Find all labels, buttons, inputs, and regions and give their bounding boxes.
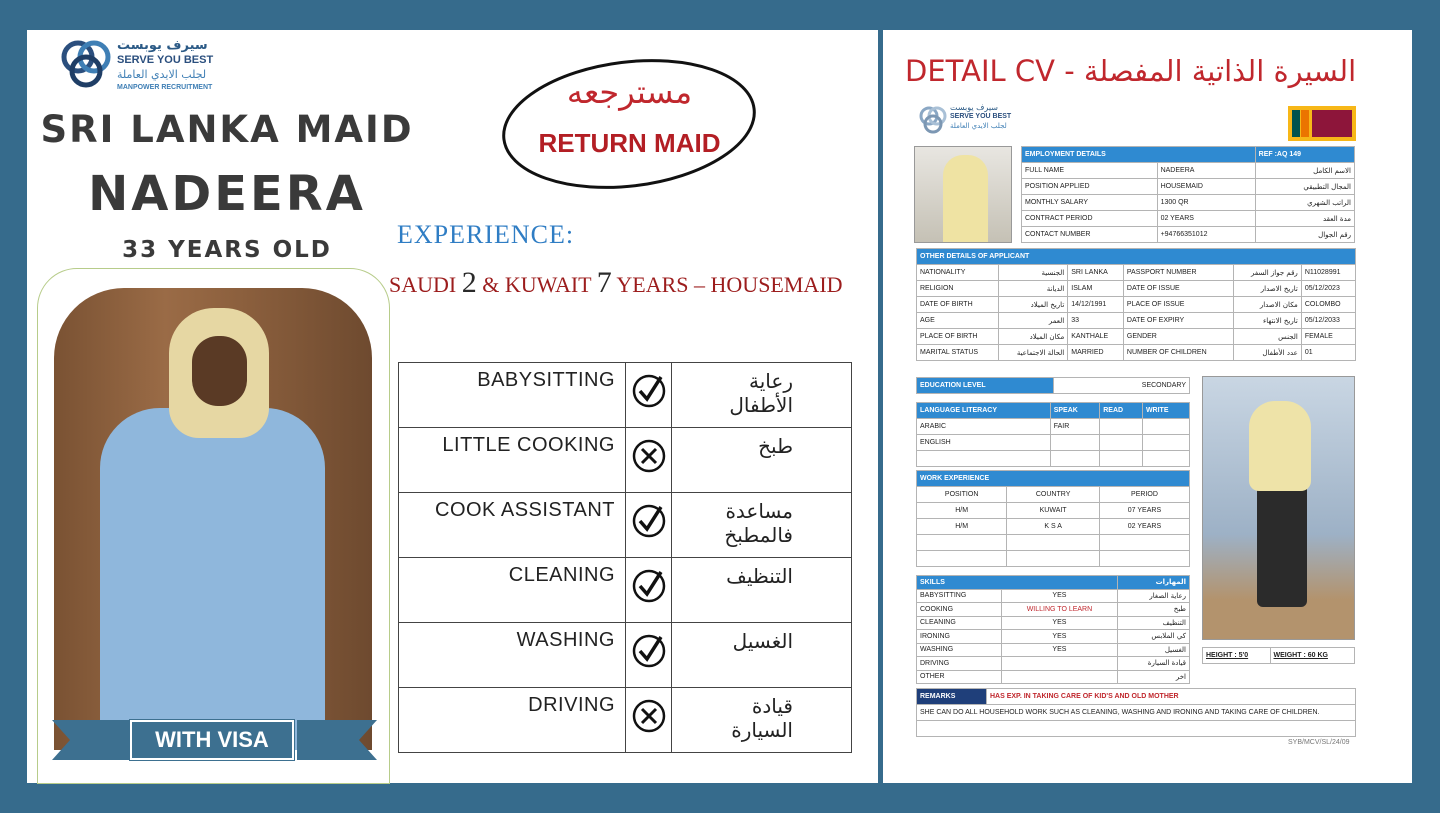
other-details-l2: DATE OF EXPIRY [1123, 313, 1233, 329]
other-details-a2: مكان الاصدار [1233, 297, 1301, 313]
language-header: SPEAK [1050, 403, 1100, 419]
other-details-a2: الجنس [1233, 329, 1301, 345]
other-details-v2: 05/12/2033 [1301, 313, 1355, 329]
cv-skill-row [917, 643, 1190, 657]
exp-years2: 7 [596, 266, 612, 299]
cv-fullbody-photo [1202, 376, 1355, 640]
return-maid-arabic: مسترجعه [566, 73, 693, 111]
cv-skill-value: WILLING TO LEARN [1002, 603, 1118, 617]
language-row [917, 451, 1190, 467]
cv-skill-name: BABYSITTING [917, 589, 1002, 603]
language-cell: ARABIC [917, 419, 1051, 435]
other-details-l1: RELIGION [917, 281, 999, 297]
other-details-v1: ISLAM [1068, 281, 1124, 297]
employment-label: CONTRACT PERIOD [1022, 211, 1158, 227]
language-table [916, 402, 1190, 467]
other-details-l1: PLACE OF BIRTH [917, 329, 999, 345]
other-details-v1: KANTHALE [1068, 329, 1124, 345]
other-details-l1: MARITAL STATUS [917, 345, 999, 361]
skill-row [399, 623, 852, 688]
logo-arabic-sub: لجلب الايدي العاملة [117, 68, 207, 81]
employment-details-table [1021, 146, 1355, 243]
skill-row [399, 558, 852, 623]
skill-name-en: DRIVING [399, 688, 626, 753]
cv-skill-name-ar: رعاية الصغار [1117, 589, 1189, 603]
employment-label: FULL NAME [1022, 163, 1158, 179]
exp-country2: KUWAIT [504, 272, 592, 297]
other-details-row [917, 329, 1356, 345]
right-panel [883, 30, 1412, 783]
work-experience-table [916, 470, 1190, 567]
other-details-row [917, 313, 1356, 329]
skills-header-en: SKILLS [917, 576, 1118, 590]
other-details-l2: PLACE OF ISSUE [1123, 297, 1233, 313]
work-columns [917, 487, 1190, 503]
skill-name-en: LITTLE COOKING [399, 428, 626, 493]
experience-line [389, 266, 843, 300]
cv-skill-value: YES [1002, 589, 1118, 603]
skill-row [399, 493, 852, 558]
cv-skill-name: OTHER [917, 670, 1002, 684]
remarks-table [916, 688, 1356, 737]
weight-value: WEIGHT : 60 KG [1270, 648, 1354, 664]
work-row [917, 535, 1190, 551]
logo-english: SERVE YOU BEST [117, 54, 214, 66]
work-cell: 07 YEARS [1099, 503, 1189, 519]
exp-amp: & [482, 272, 500, 297]
cv-skill-value [1002, 670, 1118, 684]
skill-name-ar: طبخ [672, 428, 852, 493]
other-details-v2: 01 [1301, 345, 1355, 361]
skill-name-ar: رعاية الأطفال [672, 363, 852, 428]
work-header: WORK EXPERIENCE [917, 471, 1190, 487]
left-panel [27, 30, 878, 783]
check-icon [626, 623, 672, 688]
cross-icon [626, 688, 672, 753]
other-details-a1: العمر [999, 313, 1068, 329]
cv-skill-row [917, 657, 1190, 671]
skill-name-ar: قيادة السيارة [672, 688, 852, 753]
work-cell: KUWAIT [1007, 503, 1100, 519]
work-cell: H/M [917, 519, 1007, 535]
work-column: COUNTRY [1007, 487, 1100, 503]
remarks-highlight: HAS EXP. IN TAKING CARE OF KID'S AND OLD MOTHER [987, 689, 1356, 705]
employment-label-ar: الاسم الكامل [1255, 163, 1354, 179]
other-details-a2: تاريخ الاصدار [1233, 281, 1301, 297]
cv-logo [918, 103, 1018, 141]
other-details-l2: PASSPORT NUMBER [1123, 265, 1233, 281]
other-details-a1: مكان الميلاد [999, 329, 1068, 345]
language-cell [1142, 419, 1189, 435]
language-row [917, 435, 1190, 451]
cross-icon [626, 428, 672, 493]
check-icon [626, 363, 672, 428]
title-age: 33 YEARS OLD [122, 237, 332, 263]
title-name: NADEERA [88, 166, 366, 222]
skill-name-en: BABYSITTING [399, 363, 626, 428]
work-column: POSITION [917, 487, 1007, 503]
skill-row [399, 428, 852, 493]
employment-ref: REF :AQ 149 [1255, 147, 1354, 163]
logo-english-sub: MANPOWER RECRUITMENT [117, 84, 213, 91]
other-details-v2: 05/12/2023 [1301, 281, 1355, 297]
logo-knot-icon [59, 37, 113, 91]
cv-headshot-photo [914, 146, 1012, 243]
logo-arabic: سيرف يوبست [117, 38, 208, 53]
employment-value: 02 YEARS [1157, 211, 1255, 227]
language-row [917, 419, 1190, 435]
cv-skill-row [917, 630, 1190, 644]
employment-label: CONTACT NUMBER [1022, 227, 1158, 243]
other-details-l1: AGE [917, 313, 999, 329]
cv-skill-name: CLEANING [917, 616, 1002, 630]
language-header: READ [1100, 403, 1143, 419]
experience-label: EXPERIENCE: [397, 220, 575, 249]
work-cell: 02 YEARS [1099, 519, 1189, 535]
other-details-v2: COLOMBO [1301, 297, 1355, 313]
cv-skill-row [917, 603, 1190, 617]
other-details-table [916, 248, 1356, 361]
remarks-text: SHE CAN DO ALL HOUSEHOLD WORK SUCH AS CLEANING, WASHING AND IRONING AND TAKING CARE OF CHILDREN. [917, 705, 1356, 721]
cv-skill-name-ar: التنظيف [1117, 616, 1189, 630]
cv-logo-arabic-sub: لجلب الايدي العاملة [950, 122, 1007, 130]
employment-row [1022, 163, 1355, 179]
exp-country1: SAUDI [389, 272, 457, 297]
cv-skill-name-ar: قيادة السيارة [1117, 657, 1189, 671]
other-details-l2: NUMBER OF CHILDREN [1123, 345, 1233, 361]
return-oval-icon [497, 50, 762, 195]
other-details-a1: الديانة [999, 281, 1068, 297]
cv-title: DETAIL CV - السيرة الذاتية المفصلة [905, 54, 1357, 88]
other-details-v1: 14/12/1991 [1068, 297, 1124, 313]
employment-value: 1300 QR [1157, 195, 1255, 211]
work-cell: K S A [1007, 519, 1100, 535]
employment-row [1022, 211, 1355, 227]
other-details-v1: SRI LANKA [1068, 265, 1124, 281]
education-label: EDUCATION LEVEL [917, 378, 1054, 394]
cv-skill-value: YES [1002, 616, 1118, 630]
other-details-v1: MARRIED [1068, 345, 1124, 361]
employment-label: POSITION APPLIED [1022, 179, 1158, 195]
education-table [916, 377, 1190, 394]
work-row [917, 551, 1190, 567]
other-details-l1: DATE OF BIRTH [917, 297, 999, 313]
exp-years1: 2 [461, 266, 477, 299]
visa-badge: WITH VISA [130, 720, 294, 760]
cv-skill-value [1002, 657, 1118, 671]
cv-skill-name: IRONING [917, 630, 1002, 644]
title-nationality: SRI LANKA MAID [40, 108, 414, 151]
language-cell [1100, 419, 1143, 435]
other-details-l2: DATE OF ISSUE [1123, 281, 1233, 297]
other-details-v1: 33 [1068, 313, 1124, 329]
cv-skill-name-ar: طبخ [1117, 603, 1189, 617]
return-maid-label: RETURN MAID [538, 128, 721, 158]
employment-value: NADEERA [1157, 163, 1255, 179]
other-details-a2: عدد الأطفال [1233, 345, 1301, 361]
skill-name-en: COOK ASSISTANT [399, 493, 626, 558]
cv-skill-value: YES [1002, 643, 1118, 657]
employment-row [1022, 195, 1355, 211]
employment-label-ar: المجال التطبيقي [1255, 179, 1354, 195]
cv-logo-knot-icon [918, 105, 948, 135]
sri-lanka-flag-icon [1288, 106, 1356, 141]
employment-label-ar: رقم الجوال [1255, 227, 1354, 243]
skill-name-ar: التنظيف [672, 558, 852, 623]
work-row [917, 519, 1190, 535]
employment-label-ar: الراتب الشهري [1255, 195, 1354, 211]
cv-skill-row [917, 670, 1190, 684]
other-details-l2: GENDER [1123, 329, 1233, 345]
employment-value: HOUSEMAID [1157, 179, 1255, 195]
employment-header: EMPLOYMENT DETAILS [1022, 147, 1256, 163]
other-details-l1: NATIONALITY [917, 265, 999, 281]
work-row [917, 503, 1190, 519]
skills-table [398, 362, 852, 753]
employment-label: MONTHLY SALARY [1022, 195, 1158, 211]
skill-row [399, 688, 852, 753]
employment-label-ar: مدة العقد [1255, 211, 1354, 227]
skill-row [399, 363, 852, 428]
remarks-empty-row [917, 721, 1356, 737]
other-details-row [917, 281, 1356, 297]
education-value: SECONDARY [1053, 378, 1190, 394]
other-details-v2: N11028991 [1301, 265, 1355, 281]
skill-name-ar: مساعدة فالمطبخ [672, 493, 852, 558]
cv-logo-english: SERVE YOU BEST [950, 113, 1012, 120]
employment-value: +94766351012 [1157, 227, 1255, 243]
cv-logo-arabic: سيرف يوبست [950, 103, 998, 112]
check-icon [626, 558, 672, 623]
other-details-v2: FEMALE [1301, 329, 1355, 345]
skill-name-ar: الغسيل [672, 623, 852, 688]
cv-ref-code: SYB/MCV/SL/24/09 [1288, 739, 1350, 746]
language-cell [1142, 435, 1189, 451]
cv-skill-name-ar: اخر [1117, 670, 1189, 684]
work-column: PERIOD [1099, 487, 1189, 503]
remarks-label: REMARKS [917, 689, 987, 705]
other-details-a1: الحالة الاجتماعية [999, 345, 1068, 361]
other-details-row [917, 265, 1356, 281]
work-cell: H/M [917, 503, 1007, 519]
cv-skill-name-ar: كي الملابس [1117, 630, 1189, 644]
language-header: LANGUAGE LITERACY [917, 403, 1051, 419]
other-details-a1: الجنسية [999, 265, 1068, 281]
other-details-row [917, 297, 1356, 313]
skills-header-ar: المهارات [1117, 576, 1189, 590]
other-details-a2: رقم جواز السفر [1233, 265, 1301, 281]
language-header: WRITE [1142, 403, 1189, 419]
employment-row [1022, 227, 1355, 243]
cv-skills-table [916, 575, 1190, 684]
cv-skill-name-ar: الغسيل [1117, 643, 1189, 657]
language-cell [1100, 435, 1143, 451]
cv-skill-row [917, 616, 1190, 630]
visa-ribbon [52, 710, 377, 770]
exp-tail: YEARS – HOUSEMAID [616, 272, 843, 297]
cv-skill-name: DRIVING [917, 657, 1002, 671]
skill-name-en: CLEANING [399, 558, 626, 623]
company-logo [59, 35, 229, 93]
other-details-header: OTHER DETAILS OF APPLICANT [917, 249, 1356, 265]
employment-row [1022, 179, 1355, 195]
language-cell: FAIR [1050, 419, 1100, 435]
cv-skill-name: WASHING [917, 643, 1002, 657]
other-details-row [917, 345, 1356, 361]
cv-skill-row [917, 589, 1190, 603]
other-details-a1: تاريخ الميلاد [999, 297, 1068, 313]
cv-skill-name: COOKING [917, 603, 1002, 617]
check-icon [626, 493, 672, 558]
height-value: HEIGHT : 5'0 [1203, 648, 1271, 664]
language-cell: ENGLISH [917, 435, 1051, 451]
candidate-photo [54, 288, 372, 750]
language-cell [1050, 435, 1100, 451]
cv-skill-value: YES [1002, 630, 1118, 644]
height-weight-table [1202, 647, 1355, 664]
skill-name-en: WASHING [399, 623, 626, 688]
other-details-a2: تاريخ الانتهاء [1233, 313, 1301, 329]
